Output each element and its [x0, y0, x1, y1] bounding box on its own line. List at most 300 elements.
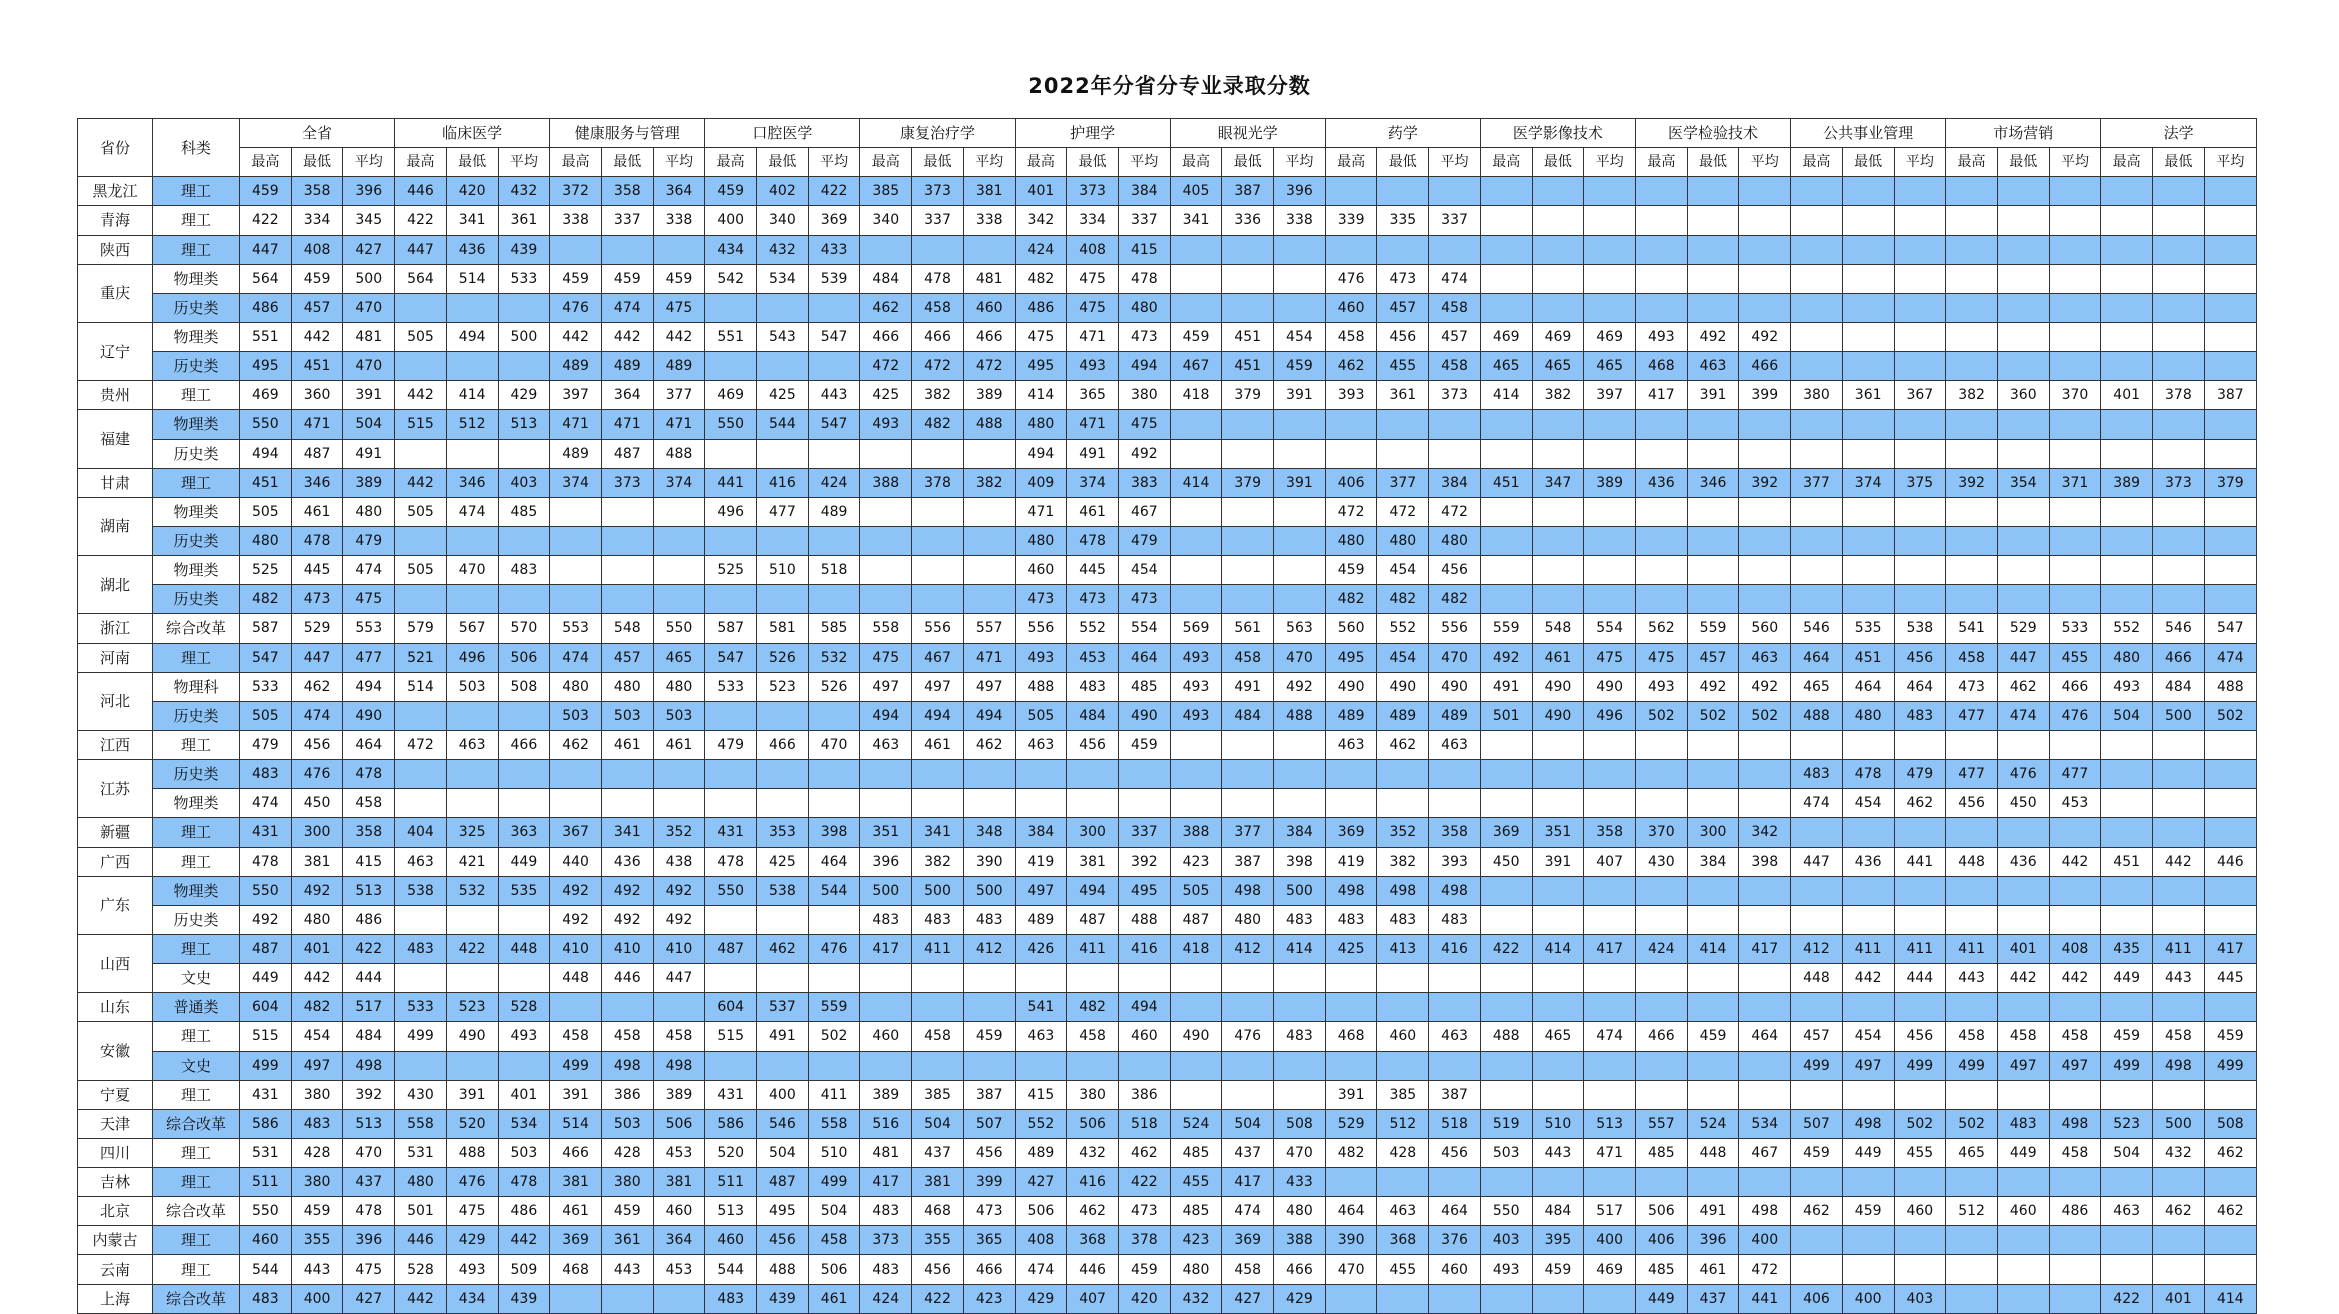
score-cell: 431	[240, 1080, 292, 1109]
score-cell	[1635, 993, 1687, 1022]
score-cell	[1739, 585, 1791, 614]
score-cell	[1894, 1168, 1946, 1197]
score-cell: 604	[705, 993, 757, 1022]
score-cell: 387	[1222, 847, 1274, 876]
score-cell: 474	[1015, 1255, 1067, 1284]
score-cell: 461	[1067, 497, 1119, 526]
score-cell: 471	[653, 410, 705, 439]
score-cell: 459	[1274, 352, 1326, 381]
score-cell: 493	[1170, 643, 1222, 672]
score-cell: 492	[1739, 672, 1791, 701]
score-cell: 502	[1635, 701, 1687, 730]
score-cell: 503	[601, 1109, 653, 1138]
score-cell: 585	[808, 614, 860, 643]
score-cell	[1480, 526, 1532, 555]
score-cell: 497	[963, 672, 1015, 701]
category-cell: 理工	[153, 1255, 240, 1284]
score-cell	[2101, 905, 2153, 934]
score-cell: 513	[343, 1109, 395, 1138]
score-cell: 389	[963, 381, 1015, 410]
score-cell: 493	[1067, 352, 1119, 381]
score-cell	[1739, 264, 1791, 293]
score-cell: 466	[963, 322, 1015, 351]
category-cell: 理工	[153, 643, 240, 672]
score-cell	[1222, 585, 1274, 614]
score-cell: 370	[2049, 381, 2101, 410]
score-cell	[1894, 730, 1946, 759]
score-cell: 458	[1946, 643, 1998, 672]
score-cell	[1584, 293, 1636, 322]
score-cell	[1015, 760, 1067, 789]
score-cell: 455	[1377, 1255, 1429, 1284]
score-cell	[2204, 818, 2256, 847]
score-cell	[1894, 1226, 1946, 1255]
score-cell: 480	[601, 672, 653, 701]
score-cell	[1222, 497, 1274, 526]
score-cell: 466	[1739, 352, 1791, 381]
score-cell: 558	[860, 614, 912, 643]
score-cell	[1532, 964, 1584, 993]
score-cell: 455	[1377, 352, 1429, 381]
header-major: 医学检验技术	[1635, 119, 1790, 148]
score-cell	[1015, 789, 1067, 818]
score-cell	[1274, 760, 1326, 789]
score-cell: 422	[2101, 1284, 2153, 1313]
score-cell: 502	[808, 1022, 860, 1051]
score-cell	[395, 439, 447, 468]
score-cell: 587	[240, 614, 292, 643]
score-cell: 368	[1067, 1226, 1119, 1255]
score-cell: 498	[1222, 876, 1274, 905]
score-cell: 560	[1739, 614, 1791, 643]
header-stat: 最高	[1015, 148, 1067, 177]
score-cell	[446, 760, 498, 789]
table-row	[78, 1255, 2257, 1284]
score-cell: 482	[1325, 585, 1377, 614]
score-cell: 482	[240, 585, 292, 614]
score-cell: 472	[912, 352, 964, 381]
score-cell: 453	[653, 1255, 705, 1284]
score-cell	[1584, 497, 1636, 526]
score-cell: 396	[1687, 1226, 1739, 1255]
score-cell: 550	[705, 876, 757, 905]
score-cell: 451	[1842, 643, 1894, 672]
score-cell: 480	[291, 905, 343, 934]
score-cell: 492	[550, 905, 602, 934]
score-cell: 417	[2204, 934, 2256, 963]
score-cell: 484	[1532, 1197, 1584, 1226]
score-cell: 377	[1222, 818, 1274, 847]
score-cell: 552	[1067, 614, 1119, 643]
score-cell	[757, 439, 809, 468]
score-cell: 458	[601, 1022, 653, 1051]
score-cell	[2204, 730, 2256, 759]
score-cell: 483	[291, 1109, 343, 1138]
score-cell: 460	[963, 293, 1015, 322]
score-cell: 444	[343, 964, 395, 993]
score-cell: 474	[446, 497, 498, 526]
score-cell	[601, 497, 653, 526]
score-cell	[2153, 993, 2205, 1022]
header-stat: 最高	[240, 148, 292, 177]
score-cell: 412	[963, 934, 1015, 963]
score-cell	[1635, 439, 1687, 468]
score-cell: 453	[2049, 789, 2101, 818]
score-cell	[1997, 1284, 2049, 1313]
score-cell: 478	[1067, 526, 1119, 555]
score-cell: 373	[601, 468, 653, 497]
score-cell: 470	[1325, 1255, 1377, 1284]
score-cell: 496	[446, 643, 498, 672]
score-cell	[446, 526, 498, 555]
score-cell: 486	[240, 293, 292, 322]
score-cell	[395, 964, 447, 993]
score-cell	[1635, 905, 1687, 934]
score-cell	[1429, 410, 1481, 439]
score-cell	[2153, 526, 2205, 555]
score-cell	[1894, 410, 1946, 439]
score-cell: 474	[550, 643, 602, 672]
category-cell: 综合改革	[153, 1109, 240, 1138]
score-cell	[601, 235, 653, 264]
score-cell: 422	[912, 1284, 964, 1313]
score-cell: 559	[1687, 614, 1739, 643]
score-cell	[1739, 439, 1791, 468]
table-row	[78, 410, 2257, 439]
score-cell: 485	[1170, 1138, 1222, 1167]
score-cell: 391	[343, 381, 395, 410]
header-major: 护理学	[1015, 119, 1170, 148]
score-cell: 425	[757, 847, 809, 876]
score-cell: 414	[2204, 1284, 2256, 1313]
score-cell: 485	[1635, 1138, 1687, 1167]
score-cell	[1222, 964, 1274, 993]
score-cell	[1222, 730, 1274, 759]
score-cell	[1274, 439, 1326, 468]
score-cell: 509	[498, 1255, 550, 1284]
score-cell	[808, 526, 860, 555]
score-cell: 412	[1222, 934, 1274, 963]
score-cell: 475	[1067, 293, 1119, 322]
category-cell: 理工	[153, 1138, 240, 1167]
score-cell	[1325, 964, 1377, 993]
score-cell	[963, 497, 1015, 526]
score-cell: 369	[1480, 818, 1532, 847]
score-cell	[705, 905, 757, 934]
header-major: 公共事业管理	[1791, 119, 1946, 148]
score-cell: 497	[291, 1051, 343, 1080]
score-cell: 417	[1222, 1168, 1274, 1197]
score-cell: 477	[2049, 760, 2101, 789]
score-cell: 443	[1532, 1138, 1584, 1167]
score-cell: 505	[240, 701, 292, 730]
score-cell: 492	[601, 876, 653, 905]
score-cell: 434	[705, 235, 757, 264]
score-cell	[1325, 177, 1377, 206]
score-cell: 436	[446, 235, 498, 264]
score-cell: 513	[498, 410, 550, 439]
score-cell: 438	[653, 847, 705, 876]
score-cell	[498, 293, 550, 322]
score-cell: 391	[446, 1080, 498, 1109]
score-cell: 461	[1687, 1255, 1739, 1284]
score-cell	[757, 964, 809, 993]
score-cell: 466	[498, 730, 550, 759]
score-cell: 497	[2049, 1051, 2101, 1080]
score-cell: 464	[1842, 672, 1894, 701]
score-cell: 503	[653, 701, 705, 730]
score-cell	[1791, 1080, 1843, 1109]
score-cell: 414	[1274, 934, 1326, 963]
score-cell: 442	[395, 468, 447, 497]
score-cell: 429	[446, 1226, 498, 1255]
score-cell: 488	[1480, 1022, 1532, 1051]
score-cell: 495	[1015, 352, 1067, 381]
header-major: 健康服务与管理	[550, 119, 705, 148]
score-cell: 341	[912, 818, 964, 847]
score-cell	[1687, 1080, 1739, 1109]
score-cell: 443	[808, 381, 860, 410]
score-cell	[1946, 177, 1998, 206]
score-cell	[1894, 1080, 1946, 1109]
score-cell: 476	[550, 293, 602, 322]
score-cell	[395, 1051, 447, 1080]
score-cell	[1635, 730, 1687, 759]
score-cell: 558	[808, 1109, 860, 1138]
score-cell: 393	[1325, 381, 1377, 410]
header-stat: 最高	[705, 148, 757, 177]
province-cell: 吉林	[78, 1168, 153, 1197]
score-cell: 515	[240, 1022, 292, 1051]
score-cell	[1687, 730, 1739, 759]
score-cell: 423	[963, 1284, 1015, 1313]
score-cell: 467	[912, 643, 964, 672]
score-cell: 505	[1170, 876, 1222, 905]
score-cell	[550, 1284, 602, 1313]
score-cell: 462	[1377, 730, 1429, 759]
province-cell: 河北	[78, 672, 153, 730]
score-cell: 464	[343, 730, 395, 759]
score-cell: 532	[446, 876, 498, 905]
header-row-stats	[78, 148, 2257, 177]
score-cell	[2204, 352, 2256, 381]
score-cell: 494	[860, 701, 912, 730]
score-cell: 478	[705, 847, 757, 876]
score-cell: 513	[343, 876, 395, 905]
score-cell: 446	[601, 964, 653, 993]
score-cell: 483	[860, 905, 912, 934]
score-cell: 550	[240, 1197, 292, 1226]
score-cell: 424	[808, 468, 860, 497]
score-cell: 486	[343, 905, 395, 934]
score-cell	[1377, 410, 1429, 439]
table-row	[78, 672, 2257, 701]
score-cell: 489	[1015, 1138, 1067, 1167]
score-cell: 492	[1274, 672, 1326, 701]
category-cell: 理工	[153, 177, 240, 206]
score-cell: 488	[757, 1255, 809, 1284]
score-cell: 528	[395, 1255, 447, 1284]
score-cell: 554	[1584, 614, 1636, 643]
score-cell	[757, 585, 809, 614]
score-cell: 506	[808, 1255, 860, 1284]
score-cell: 453	[653, 1138, 705, 1167]
score-cell: 498	[1377, 876, 1429, 905]
score-cell	[1584, 177, 1636, 206]
score-cell: 458	[343, 789, 395, 818]
score-cell: 451	[1480, 468, 1532, 497]
score-cell: 458	[653, 1022, 705, 1051]
score-cell: 484	[1222, 701, 1274, 730]
score-cell	[498, 905, 550, 934]
score-cell: 363	[498, 818, 550, 847]
score-cell: 604	[240, 993, 292, 1022]
score-cell: 477	[343, 643, 395, 672]
score-cell: 462	[860, 293, 912, 322]
score-cell	[550, 497, 602, 526]
score-cell: 506	[653, 1109, 705, 1138]
score-cell: 489	[808, 497, 860, 526]
score-cell: 489	[550, 352, 602, 381]
score-cell: 401	[1015, 177, 1067, 206]
score-cell: 457	[291, 293, 343, 322]
score-cell: 496	[705, 497, 757, 526]
score-cell: 442	[601, 322, 653, 351]
score-cell: 437	[1687, 1284, 1739, 1313]
score-cell: 450	[1997, 789, 2049, 818]
score-cell: 556	[912, 614, 964, 643]
score-cell: 533	[240, 672, 292, 701]
score-cell	[1584, 264, 1636, 293]
province-cell: 湖南	[78, 497, 153, 555]
score-cell: 364	[653, 1226, 705, 1255]
score-cell: 500	[860, 876, 912, 905]
score-cell	[1222, 760, 1274, 789]
score-cell	[1997, 585, 2049, 614]
score-cell	[1739, 730, 1791, 759]
score-cell: 488	[446, 1138, 498, 1167]
score-cell	[1480, 789, 1532, 818]
score-cell	[2049, 293, 2101, 322]
score-cell: 456	[912, 1255, 964, 1284]
score-cell	[1635, 876, 1687, 905]
score-cell: 506	[1635, 1197, 1687, 1226]
score-cell: 529	[1325, 1109, 1377, 1138]
score-cell	[1894, 264, 1946, 293]
score-cell	[2204, 322, 2256, 351]
score-cell: 485	[1118, 672, 1170, 701]
header-stat: 最低	[1377, 148, 1429, 177]
score-cell	[446, 905, 498, 934]
score-cell	[757, 293, 809, 322]
score-cell	[2049, 1168, 2101, 1197]
score-cell: 480	[1274, 1197, 1326, 1226]
score-cell: 482	[291, 993, 343, 1022]
score-cell	[1480, 556, 1532, 585]
score-cell	[1480, 1168, 1532, 1197]
score-cell: 538	[757, 876, 809, 905]
score-cell: 459	[1118, 730, 1170, 759]
score-cell	[446, 585, 498, 614]
table-row	[78, 905, 2257, 934]
score-cell: 480	[653, 672, 705, 701]
score-cell: 417	[860, 1168, 912, 1197]
score-cell: 466	[2049, 672, 2101, 701]
score-cell	[912, 993, 964, 1022]
score-cell: 544	[808, 876, 860, 905]
score-cell: 380	[291, 1168, 343, 1197]
score-cell	[2049, 235, 2101, 264]
score-cell: 340	[757, 206, 809, 235]
score-cell: 472	[860, 352, 912, 381]
table-row	[78, 585, 2257, 614]
score-cell: 557	[1635, 1109, 1687, 1138]
score-cell	[1687, 293, 1739, 322]
score-cell: 372	[550, 177, 602, 206]
header-stat: 最低	[1067, 148, 1119, 177]
score-cell	[395, 905, 447, 934]
score-cell	[860, 235, 912, 264]
score-cell: 516	[860, 1109, 912, 1138]
score-cell: 469	[1584, 322, 1636, 351]
score-cell: 469	[240, 381, 292, 410]
category-cell: 物理类	[153, 497, 240, 526]
score-cell	[1584, 1080, 1636, 1109]
score-cell: 414	[1170, 468, 1222, 497]
score-cell: 515	[395, 410, 447, 439]
table-row	[78, 847, 2257, 876]
score-cell: 338	[963, 206, 1015, 235]
score-cell: 511	[240, 1168, 292, 1197]
score-cell	[395, 526, 447, 555]
score-cell: 420	[1118, 1284, 1170, 1313]
score-cell	[1687, 497, 1739, 526]
score-cell	[653, 556, 705, 585]
score-cell	[446, 1051, 498, 1080]
score-cell: 480	[1325, 526, 1377, 555]
score-cell	[757, 701, 809, 730]
score-cell: 408	[291, 235, 343, 264]
score-cell: 428	[601, 1138, 653, 1167]
score-cell: 474	[1429, 264, 1481, 293]
score-cell: 557	[963, 614, 1015, 643]
score-cell: 535	[1842, 614, 1894, 643]
score-cell	[1842, 322, 1894, 351]
score-cell: 475	[1635, 643, 1687, 672]
score-cell	[2101, 876, 2153, 905]
score-cell: 488	[1274, 701, 1326, 730]
score-cell: 386	[1118, 1080, 1170, 1109]
score-cell: 454	[1377, 643, 1429, 672]
score-cell: 361	[601, 1226, 653, 1255]
score-cell	[1791, 730, 1843, 759]
score-cell	[1997, 206, 2049, 235]
score-cell: 493	[1480, 1255, 1532, 1284]
score-cell	[1635, 264, 1687, 293]
category-cell: 理工	[153, 235, 240, 264]
province-cell: 甘肃	[78, 468, 153, 497]
score-cell: 510	[757, 556, 809, 585]
score-cell: 455	[2049, 643, 2101, 672]
score-cell	[2049, 1080, 2101, 1109]
score-cell: 483	[240, 1284, 292, 1313]
score-cell	[1635, 206, 1687, 235]
score-cell: 441	[1739, 1284, 1791, 1313]
table-row	[78, 293, 2257, 322]
score-cell: 422	[446, 934, 498, 963]
score-cell	[1946, 410, 1998, 439]
category-cell: 历史类	[153, 293, 240, 322]
